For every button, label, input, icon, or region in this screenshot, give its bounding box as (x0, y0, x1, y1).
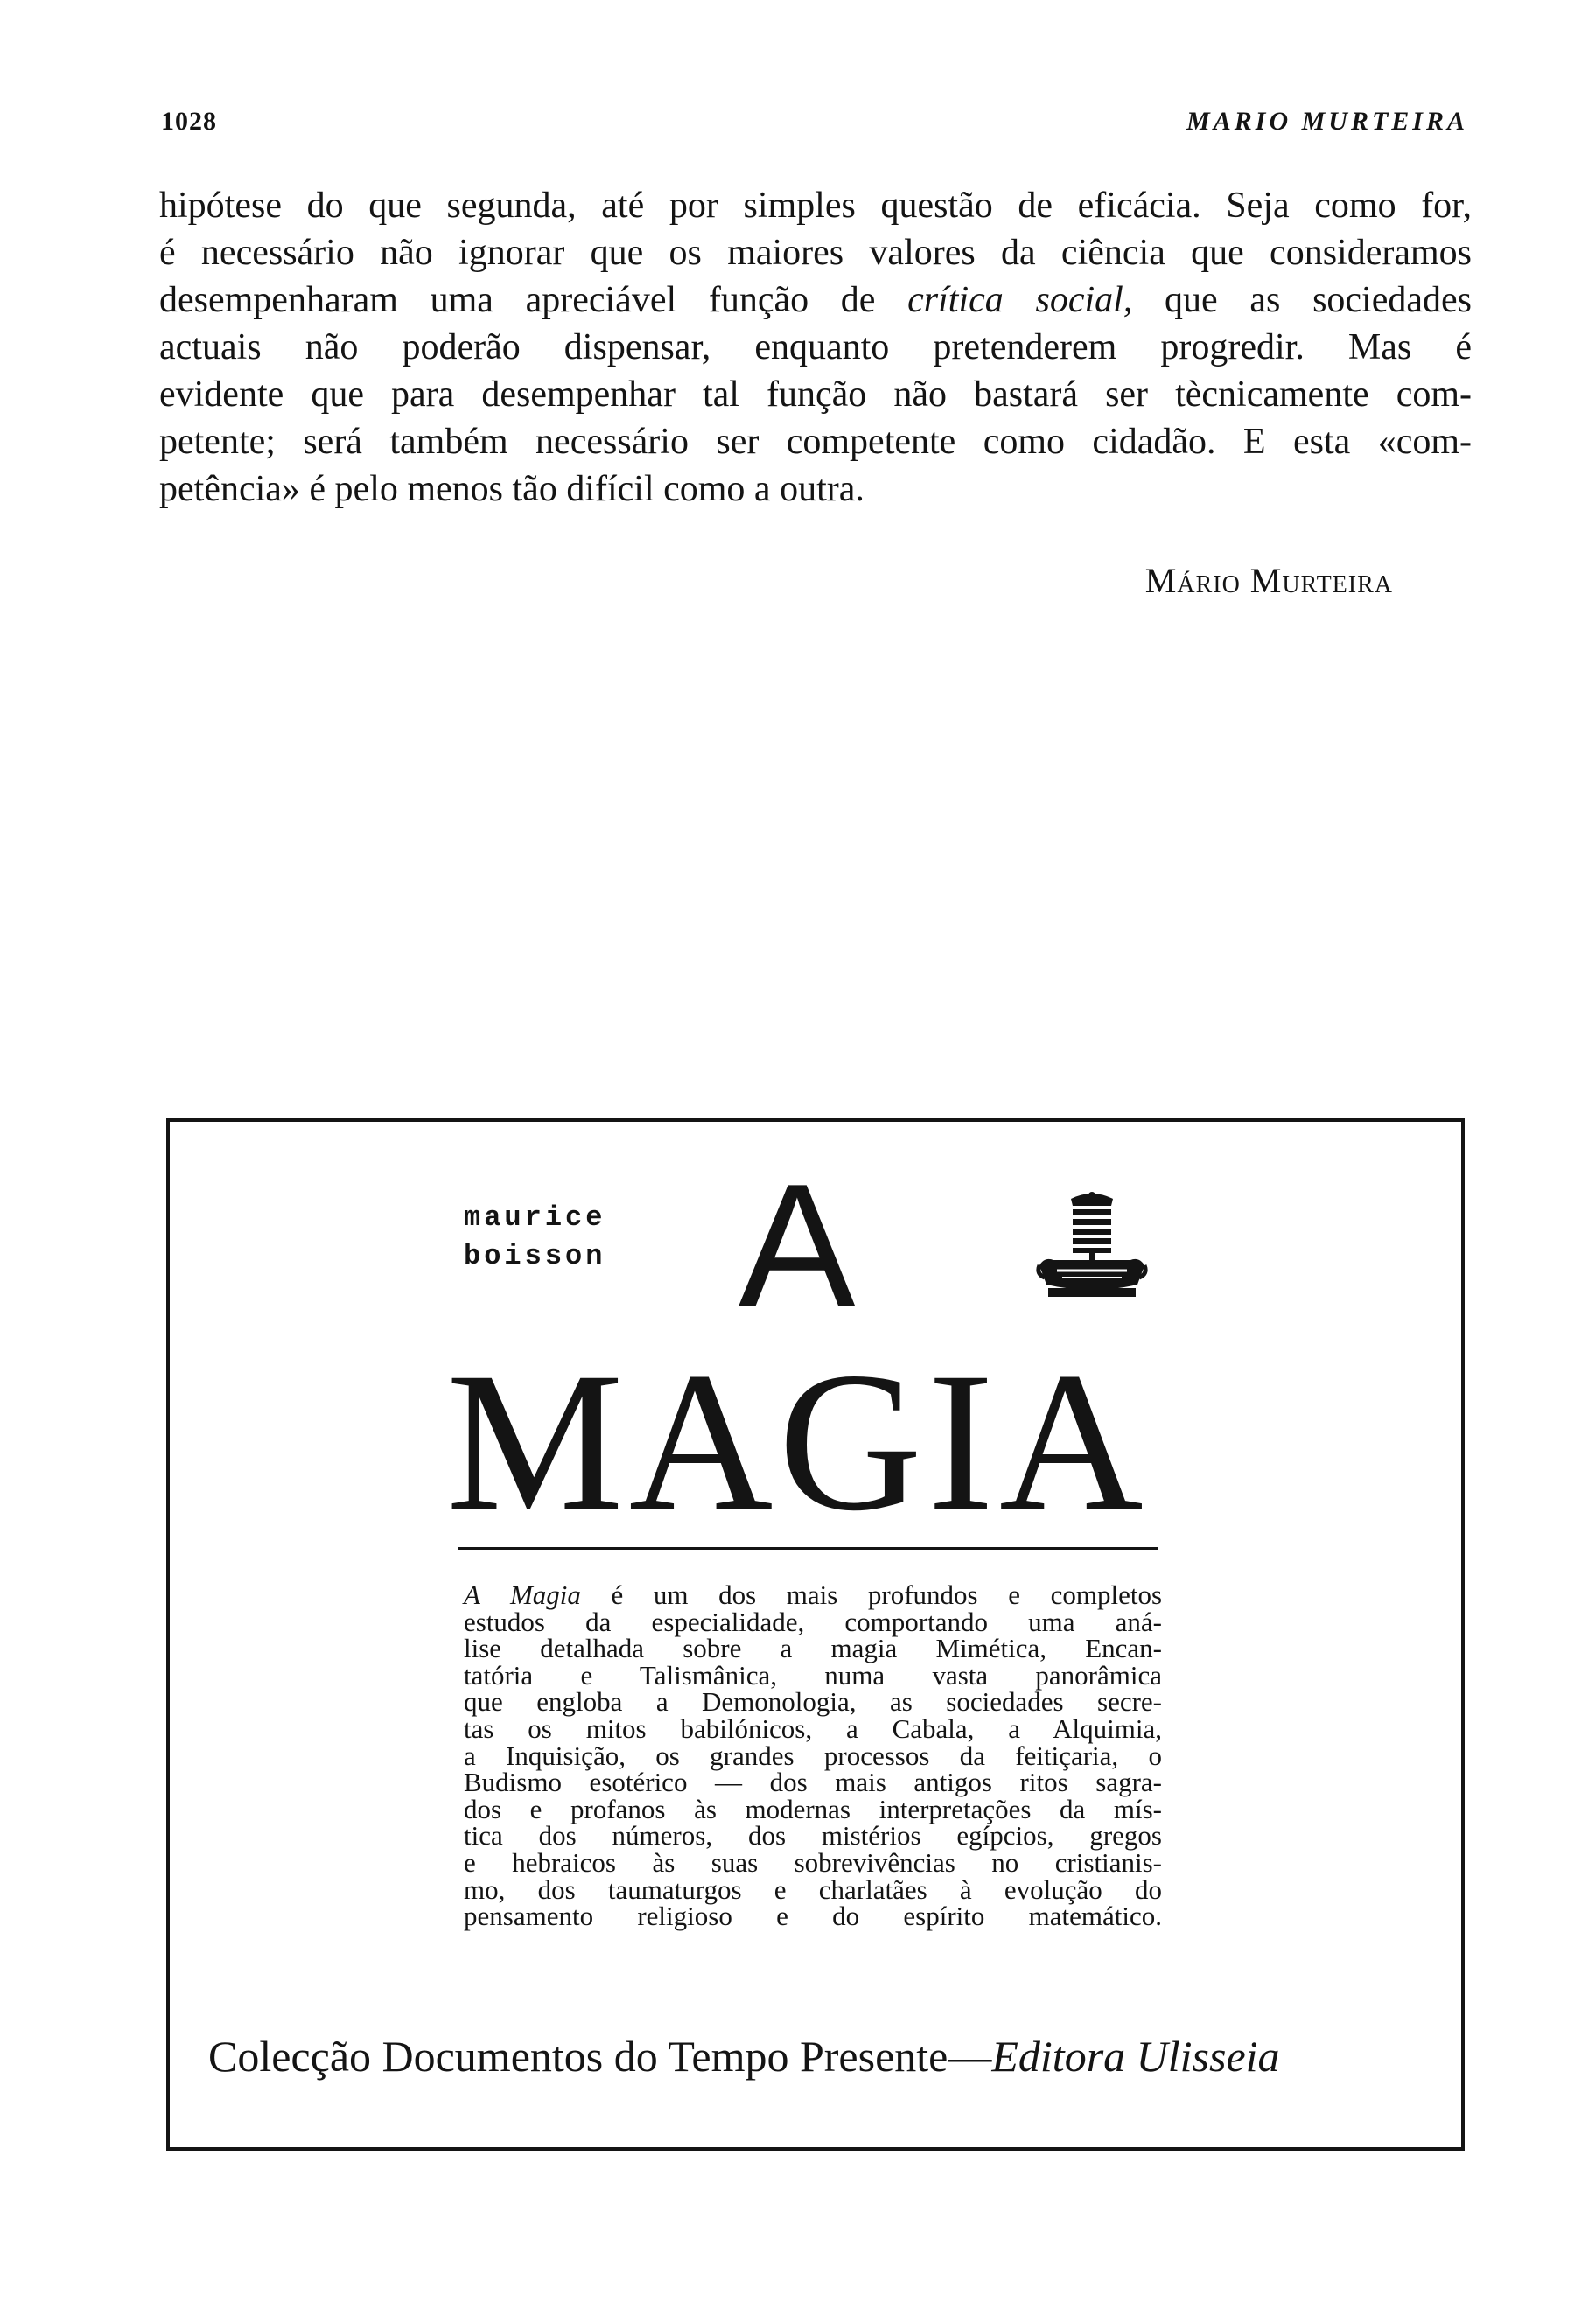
author-signature: Mário Murteira (1144, 561, 1393, 600)
body-line: actuais não poderão dispensar, enquanto pretenderem progredir. Mas é (159, 327, 1472, 368)
collection-line (208, 2030, 1433, 2082)
page-number: 1028 (161, 107, 217, 136)
description-line: tica dos números, dos mistérios egípcios, gregos (464, 1820, 1162, 1852)
body-line-part: que as sociedades (1165, 280, 1472, 320)
book-description (464, 1579, 1163, 1932)
description-line: lise detalhada sobre a magia Mimética, Encan- (464, 1633, 1162, 1664)
description-line-text: é um dos mais profundos e completos (611, 1579, 1163, 1610)
body-line: petência» é pelo menos tão difícil como a outra. (159, 469, 864, 509)
ad-author (464, 1199, 606, 1276)
description-line: que engloba a Demonologia, as sociedades secre- (464, 1686, 1162, 1718)
description-line: tatória e Talismânica, numa vasta panorâmica (464, 1659, 1162, 1690)
description-line: Budismo esotérico — dos mais antigos ritos sagra- (464, 1767, 1162, 1798)
description-line: tas os mitos babilónicos, a Cabala, a Alquimia, (464, 1712, 1162, 1744)
body-line: petente; será também necessário ser competente como cidadão. E esta «com- (159, 422, 1472, 462)
body-line: evidente que para desempenhar tal função não bastará ser tècnicamente com- (159, 374, 1472, 415)
body-line-part: desempenharam uma apreciável função de (159, 280, 876, 320)
body-line: é necessário não ignorar que os maiores valores da ciência que consideramos (159, 233, 1472, 273)
collection-separator: — (948, 2032, 992, 2081)
running-head: MARIO MURTEIRA (1186, 107, 1468, 136)
author-last-name: boisson (464, 1240, 606, 1272)
description-line: a Inquisição, os grandes processos da feitiçaria, o (464, 1740, 1162, 1771)
description-line: mo, dos taumaturgos e charlatães à evolução do (464, 1873, 1162, 1905)
body-line: hipótese do que segunda, até por simples questão de eficácia. Seja como for, (159, 186, 1472, 226)
description-title: A Magia (464, 1579, 581, 1610)
description-line: pensamento religioso e do espírito matemático. (464, 1900, 1162, 1932)
collection-name: Colecção Documentos do Tempo Presente (208, 2032, 948, 2081)
publisher-name: Editora Ulisseia (991, 2032, 1280, 2081)
book-advertisement (166, 1118, 1465, 2151)
title-article: A (738, 1148, 856, 1343)
description-line (464, 1579, 1163, 1610)
body-line (159, 276, 1472, 324)
description-line: estudos da especialidade, comportando uma aná- (464, 1606, 1162, 1637)
body-text (159, 182, 1472, 513)
divider-rule (458, 1547, 1158, 1550)
author-first-name: maurice (464, 1201, 606, 1234)
title-magia: MAGIA (446, 1332, 1149, 1552)
description-line: e hebraicos às suas sobrevivências no cristianis- (464, 1846, 1162, 1878)
emphasis-critica-social: crítica social, (907, 280, 1133, 320)
ship-logo-icon (1036, 1190, 1148, 1304)
description-line: dos e profanos às modernas interpretações da mís- (464, 1793, 1162, 1824)
